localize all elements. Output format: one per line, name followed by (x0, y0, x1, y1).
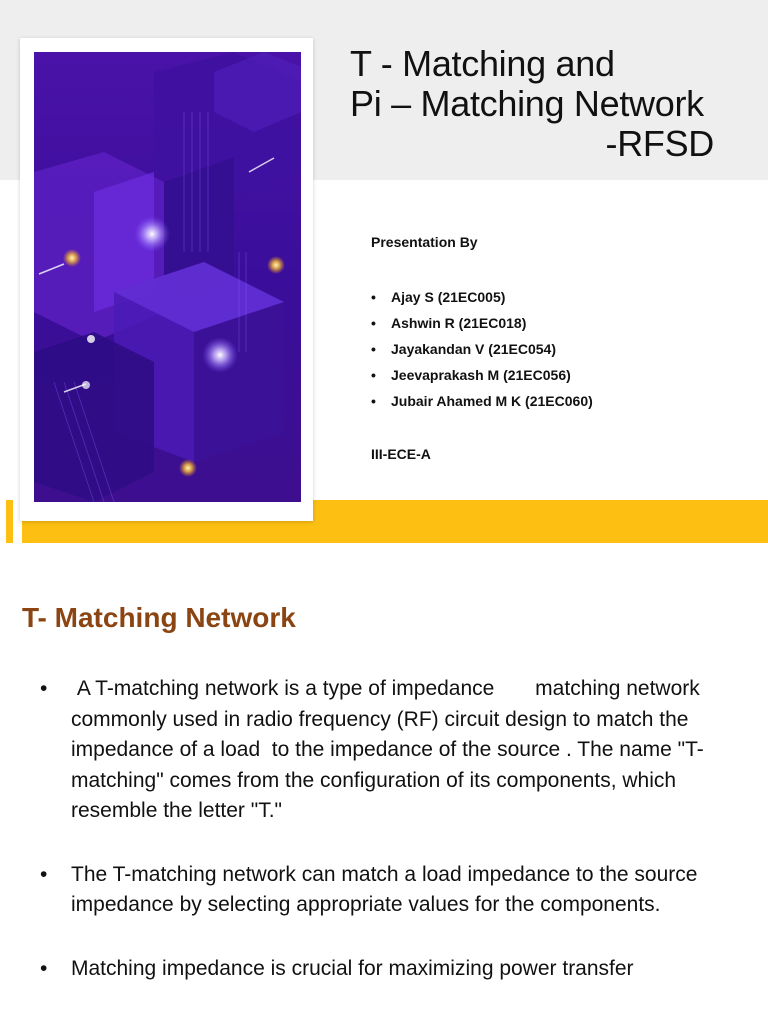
accent-sliver (6, 500, 13, 543)
bullet-icon: • (40, 956, 48, 980)
presenter-item (371, 362, 751, 388)
presenter-name: Ajay S (21EC005) (391, 289, 506, 305)
bullet-text: Matching impedance is crucial for maximizing power transfer (71, 956, 634, 980)
presenter-name: Jeevaprakash M (21EC056) (391, 367, 571, 383)
bullet-icon: • (371, 315, 376, 331)
bullet-icon: • (371, 289, 376, 305)
presenter-name: Jayakandan V (21EC054) (391, 341, 556, 357)
bullet-text: The T-matching network can match a load impedance to the source impedance by selecting appropriate values for the components. (71, 862, 698, 916)
bullet-point (40, 954, 740, 985)
bullet-point (40, 674, 740, 827)
slide-title (350, 44, 750, 164)
presenters-block (371, 232, 751, 464)
bullet-icon: • (371, 367, 376, 383)
bullet-text: A T-matching network is a type of impedance matching network commonly used in radio frequency (RF) circuit design to match the impedance of a load to the impedance of the source . The name "T-matching" comes from the configuration of its components, which resemble the letter "T." (71, 677, 706, 822)
presenter-name: Ashwin R (21EC018) (391, 315, 527, 331)
title-line-3: -RFSD (605, 123, 714, 164)
section-title: T- Matching Network (22, 602, 296, 633)
title-line-1: T - Matching and (350, 43, 615, 84)
presentation-by-label: Presentation By (371, 234, 478, 250)
presenter-item (371, 336, 751, 362)
bullet-icon: • (371, 341, 376, 357)
presenter-item (371, 310, 751, 336)
bullet-point (40, 860, 740, 921)
title-line-2: Pi – Matching Network (350, 83, 704, 124)
presenter-item (371, 284, 751, 310)
class-label: III-ECE-A (371, 446, 431, 462)
isometric-cubes-image (34, 52, 301, 502)
bullet-icon: • (40, 862, 48, 886)
bullet-icon: • (371, 393, 376, 409)
content-slide (0, 550, 768, 1024)
bullet-icon: • (40, 677, 48, 700)
presenter-name: Jubair Ahamed M K (21EC060) (391, 393, 593, 409)
presenter-item (371, 388, 751, 414)
presenter-list (371, 284, 751, 414)
bullet-list (40, 674, 740, 984)
